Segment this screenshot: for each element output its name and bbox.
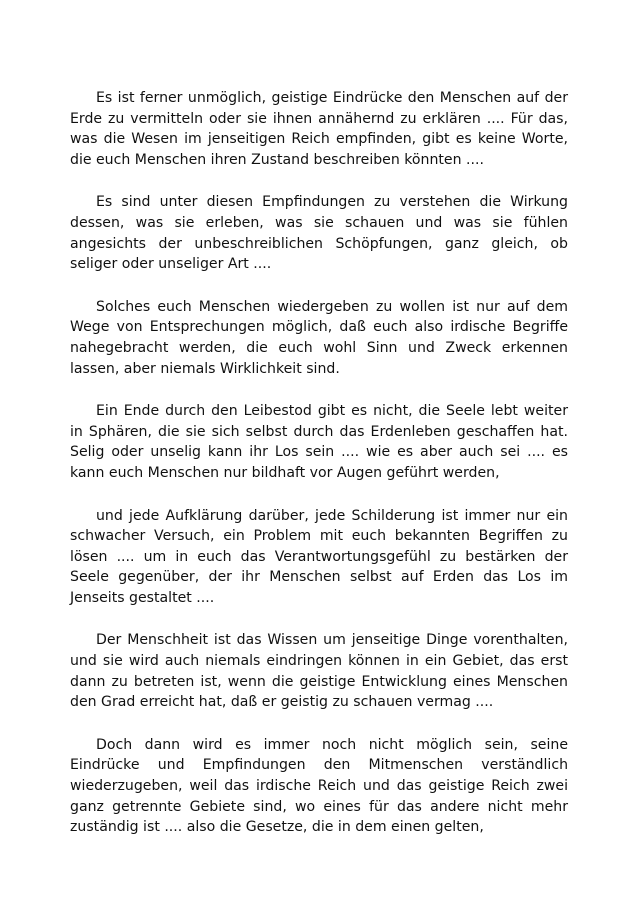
paragraph-2: Es sind unter diesen Empfindungen zu verstehen die Wirkung dessen, was sie erleben, was sie schauen und was sie fühlen angesichts der unbeschreiblichen Schöpfungen, ganz gleich, ob seliger oder unseliger Art ....: [70, 194, 568, 273]
paragraph-4: Ein Ende durch den Leibestod gibt es nicht, die Seele lebt weiter in Sphären, die sie sich selbst durch das Erdenleben geschaffen hat. Selig oder unselig kann ihr Los sein .... wie es aber auch sei .... es kann euch Menschen nur bildhaft vor Augen geführt werden,: [70, 403, 568, 481]
paragraph-7: Doch dann wird es immer noch nicht möglich sein, seine Eindrücke und Empfindungen den Mitmenschen verständlich wiederzugeben, weil das irdische Reich und das geistige Reich zwei ganz getrennte Gebiete sind, wo eines für das andere nicht mehr zuständig ist .... also die Gesetze, die in dem einen gelten,: [70, 736, 568, 836]
paragraph-1: Es ist ferner unmöglich, geistige Eindrücke den Menschen auf der Erde zu vermitteln oder sie ihnen annähernd zu erklären .... Für das, was die Wesen im jenseitigen Reich empfinden, gibt es keine Worte, die euch Menschen ihren Zustand beschreiben könnten ....: [70, 90, 568, 168]
paragraph-3: Solches euch Menschen wiedergeben zu wollen ist nur auf dem Wege von Entsprechungen möglich, daß euch also irdische Begriffe nahegebracht werden, die euch wohl Sinn und Zweck erkennen lassen, aber niemals Wirklichkeit sind.: [70, 298, 568, 377]
paragraph-6: Der Menschheit ist das Wissen um jenseitige Dinge vorenthalten, und sie wird auch niemals eindringen können in ein Gebiet, das erst dann zu betreten ist, wenn die geistige Entwicklung eines Menschen den Grad erreicht hat, daß er geistig zu schauen vermag ....: [70, 632, 568, 711]
paragraph-5: und jede Aufklärung darüber, jede Schilderung ist immer nur ein schwacher Versuch, ein Problem mit euch bekannten Begriffen zu lösen .... um in euch das Verantwortungsgefühl zu bestärken der Seele gegenüber, der ihr Menschen selbst auf Erden das Los im Jenseits gestaltet ....: [70, 507, 568, 606]
